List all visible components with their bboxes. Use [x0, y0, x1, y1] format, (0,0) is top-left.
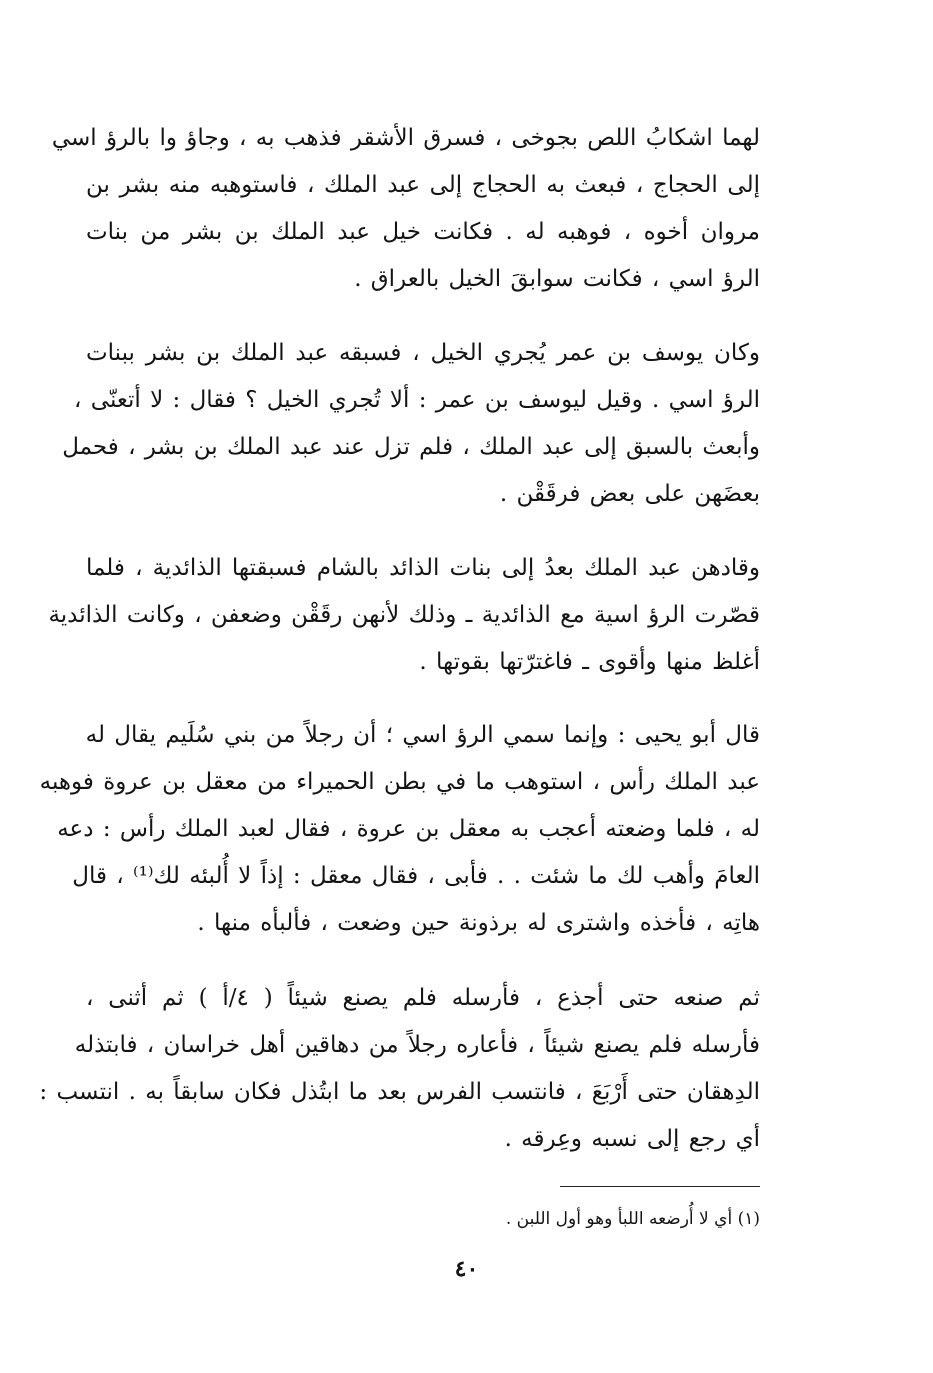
text-line: قصّرت الرؤ اسية مع الذائدية ـ وذلك لأنهن رقَقْن وضعفن ، وكانت الذائدية	[48, 602, 760, 628]
text-line: الرؤ اسي ، فكانت سوابقَ الخيل بالعراق .	[354, 266, 760, 292]
text-line: أي رجع إلى نسبه وعِرقه .	[504, 1126, 760, 1152]
text-line: بعضَهن على بعض فرقَقْن .	[499, 481, 760, 507]
text-line: عبد الملك رأس ، استوهب ما في بطن الحميراء من معقل بن عروة فوهبه	[39, 769, 760, 795]
text-line: له ، فلما وضعته أعجب به معقل بن عروة ، فقال لعبد الملك رأس : دعه	[57, 816, 760, 842]
paragraph-1	[51, 115, 760, 303]
paragraph-4	[39, 712, 760, 947]
text-line: وكان يوسف بن عمر يُجري الخيل ، فسبقه عبد الملك بن بشر ببنات	[86, 340, 760, 366]
text-line: الرؤ اسي . وقيل ليوسف بن عمر : ألا تُجري الخيل ؟ فقال : لا أتعنّى ،	[74, 387, 760, 413]
paragraph-3	[48, 545, 760, 686]
text-line: وأبعث بالسبق إلى عبد الملك ، فلم تزل عند عبد الملك بن بشر ، فحمل	[62, 434, 760, 460]
footnote: (١) أي لا أُرضعه اللبأ وهو أول اللبن .	[505, 1209, 760, 1229]
text-line: أغلظ منها وأقوى ـ فاغترّتها بقوتها .	[419, 649, 760, 675]
text-line: وقادهن عبد الملك بعدُ إلى بنات الذائد بالشام فسبقتها الذائدية ، فلما	[86, 555, 760, 581]
text-line: إلى الحجاج ، فبعث به الحجاج إلى عبد الملك ، فاستوهبه منه بشر بن	[86, 172, 760, 198]
text-line: الدِهقان حتى أَرْبَعَ ، فانتسب الفرس بعد ما ابتُذل فكان سابقاً به . انتسب :	[39, 1079, 760, 1105]
text-line: ثم صنعه حتى أجذع ، فأرسله فلم يصنع شيئاً ( ٤/أ ) ثم أثنى ،	[86, 985, 761, 1011]
paragraph-5	[39, 975, 761, 1163]
text-line: لهما اشكابُ اللص بجوخى ، فسرق الأشقر فذهب به ، وجاؤ وا بالرؤ اسي	[51, 125, 760, 151]
paragraph-2	[62, 330, 760, 518]
text-line: العامَ وأهب لك ما شئت . . فأبى ، فقال معقل : إذاً لا أُلبئه لك⁽¹⁾ ، قال	[72, 863, 760, 889]
footnote-divider	[560, 1186, 760, 1187]
text-line: مروان أخوه ، فوهبه له . فكانت خيل عبد الملك بن بشر من بنات	[86, 219, 760, 245]
text-line: هاتِه ، فأخذه واشترى له برذونة حين وضعت ، فألبأه منها .	[197, 910, 760, 936]
text-line: فأرسله فلم يصنع شيئاً ، فأعاره رجلاً من دهاقين أهل خراسان ، فابتذله	[74, 1032, 760, 1058]
text-line: قال أبو يحيى : وإنما سمي الرؤ اسي ؛ أن رجلاً من بني سُلَيم يقال له	[85, 722, 760, 748]
page-number: ٤٠	[454, 1256, 479, 1282]
